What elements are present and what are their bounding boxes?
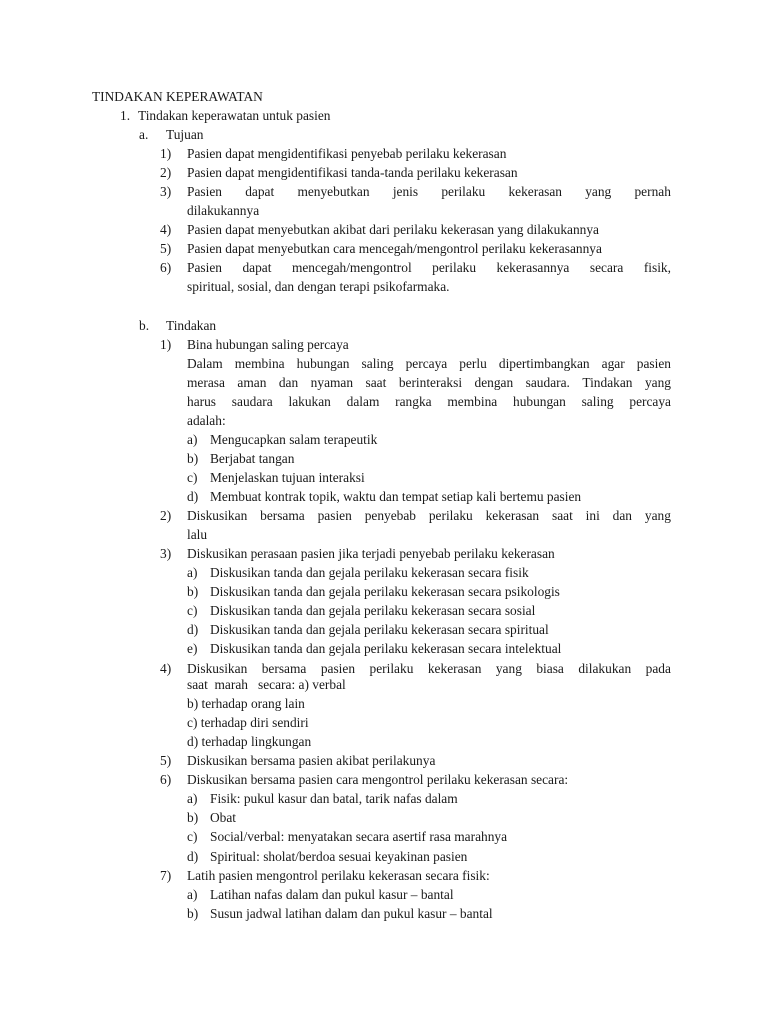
sub-list-item-text: Mengucapkan salam terapeutik <box>210 432 378 447</box>
list-item-text: Diskusikan perasaan pasien jika terjadi penyebab perilaku kekerasan <box>187 546 555 561</box>
word: agar <box>601 356 625 371</box>
sub-list-item-text: Diskusikan tanda dan gejala perilaku kekerasan secara sosial <box>210 603 536 618</box>
list-item-marker: 1) <box>160 337 172 352</box>
word: membina <box>447 394 498 409</box>
word: yang <box>644 375 671 390</box>
sub-list-item-text: Fisik: pukul kasur dan batal, tarik nafas dalam <box>210 791 458 806</box>
sub-list-item-marker: c) <box>187 829 198 844</box>
list-item-text-justified <box>187 259 671 276</box>
word: dilakukan <box>578 661 632 676</box>
word: hubungan <box>513 394 566 409</box>
sub-list-item-text: Latihan nafas dalam dan pukul kasur – bantal <box>210 887 454 902</box>
paragraph-line-text: adalah: <box>187 413 226 428</box>
word: biasa <box>536 661 564 676</box>
paragraph-line-text <box>187 393 671 410</box>
subsection-b-label: Tindakan <box>166 318 217 333</box>
list-item-text: Diskusikan bersama pasien akibat perilakunya <box>187 753 436 768</box>
word: perilaku <box>441 184 486 199</box>
list-item-marker: 6) <box>160 260 172 275</box>
list-item-text: Bina hubungan saling percaya <box>187 337 349 352</box>
sub-list-item-marker: b) <box>187 584 199 599</box>
list-item-continuation-text: lalu <box>187 527 208 542</box>
word: percaya <box>629 394 671 409</box>
word: yang <box>495 661 522 676</box>
list-item-text: Diskusikan bersama pasien cara mengontrol perilaku kekerasan secara: <box>187 772 569 787</box>
title-text: TINDAKAN KEPERAWATAN <box>92 89 263 104</box>
word: hubungan <box>296 356 350 371</box>
sub-list-item-marker: a) <box>187 791 198 806</box>
list-item-marker: 3) <box>160 546 172 561</box>
sub-list-item-text: Diskusikan tanda dan gejala perilaku kekerasan secara fisik <box>210 565 529 580</box>
subsection-a-label: Tujuan <box>166 127 204 142</box>
sub-list-item-marker: c) <box>187 470 198 485</box>
section-1-marker: 1. <box>120 108 131 123</box>
word: percaya <box>405 356 448 371</box>
word: saudara <box>231 394 273 409</box>
list-item-marker: 5) <box>160 753 172 768</box>
sub-list-item-text: Diskusikan tanda dan gejala perilaku kekerasan secara psikologis <box>210 584 560 599</box>
paragraph-line-text <box>187 355 671 372</box>
word: perilaku <box>369 661 414 676</box>
word: saat <box>365 375 387 390</box>
sub-list-item-text: Spiritual: sholat/berdoa sesuai keyakinan pasien <box>210 849 468 864</box>
list-item-text: Latih pasien mengontrol perilaku kekerasan secara fisik: <box>187 868 490 883</box>
word: lakukan <box>288 394 331 409</box>
subsection-b-marker: b. <box>139 318 150 333</box>
sub-list-item-text: Berjabat tangan <box>210 451 295 466</box>
list-item-marker: 3) <box>160 184 172 199</box>
word: nyaman <box>310 375 354 390</box>
word: pernah <box>634 184 671 199</box>
list-item-text-justified <box>187 507 671 524</box>
word: perilaku <box>432 260 477 275</box>
list-item-marker: 5) <box>160 241 172 256</box>
list-item-marker: 7) <box>160 868 172 883</box>
list-item-continuation-text: saat marah secara: a) verbal <box>187 677 346 692</box>
word: fisik, <box>643 260 671 275</box>
word: harus <box>187 394 217 409</box>
sub-list-item-marker: d) <box>187 622 199 637</box>
word: merasa <box>187 375 225 390</box>
list-item-marker: 4) <box>160 661 172 676</box>
word: dalam <box>346 394 380 409</box>
word: dapat <box>242 260 272 275</box>
sub-list-item-marker: c) <box>187 603 198 618</box>
word: dapat <box>245 184 275 199</box>
word: mencegah/mengontrol <box>291 260 412 275</box>
list-item-marker: 2) <box>160 508 172 523</box>
sub-list-item-text: Diskusikan tanda dan gejala perilaku kekerasan secara spiritual <box>210 622 549 637</box>
word: Dalam <box>187 356 223 371</box>
word: saling <box>361 356 394 371</box>
word: Diskusikan <box>187 661 248 676</box>
word: dan <box>612 508 633 523</box>
word: ini <box>585 508 600 523</box>
word: yang <box>644 508 671 523</box>
sub-list-item-text: Obat <box>210 810 237 825</box>
word: yang <box>585 184 612 199</box>
sub-list-item-marker: d) <box>187 489 199 504</box>
sub-list-item-text: Susun jadwal latihan dalam dan pukul kasur – bantal <box>210 906 493 921</box>
sub-list-item-text: Social/verbal: menyatakan secara asertif rasa marahnya <box>210 829 508 844</box>
list-item-text-justified <box>187 660 671 677</box>
word: pada <box>645 661 671 676</box>
subsection-a-marker: a. <box>139 127 149 142</box>
sub-list-item-text: Menjelaskan tujuan interaksi <box>210 470 365 485</box>
word: bersama <box>261 661 307 676</box>
paragraph-line-text <box>187 374 671 391</box>
word: bersama <box>260 508 305 523</box>
word: dipertimbangkan <box>498 356 590 371</box>
word: penyebab <box>364 508 416 523</box>
word: Pasien <box>187 260 222 275</box>
sub-list-item-marker: b) <box>187 906 199 921</box>
list-item-text: Pasien dapat menyebutkan cara mencegah/mengontrol perilaku kekerasannya <box>187 241 602 256</box>
list-item-text-justified <box>187 183 671 200</box>
list-item-extra-text: c) terhadap diri sendiri <box>187 715 309 730</box>
word: kekerasan <box>427 661 482 676</box>
word: saling <box>581 394 614 409</box>
word: secara <box>589 260 624 275</box>
word: pasien <box>636 356 671 371</box>
sub-list-item-marker: a) <box>187 887 198 902</box>
word: membina <box>234 356 285 371</box>
list-item-continuation-text: spiritual, sosial, dan dengan terapi psikofarmaka. <box>187 279 450 294</box>
list-item-marker: 6) <box>160 772 172 787</box>
word: rangka <box>395 394 432 409</box>
list-item-marker: 4) <box>160 222 172 237</box>
sub-list-item-text: Membuat kontrak topik, waktu dan tempat setiap kali bertemu pasien <box>210 489 582 504</box>
word: saudara. <box>525 375 570 390</box>
list-item-marker: 1) <box>160 146 172 161</box>
word: Tindakan <box>582 375 633 390</box>
section-1-label: Tindakan keperawatan untuk pasien <box>138 108 331 123</box>
word: berinteraksi <box>398 375 463 390</box>
word: jenis <box>392 184 419 199</box>
word: perlu <box>459 356 487 371</box>
word: kekerasan <box>508 184 562 199</box>
sub-list-item-marker: b) <box>187 451 199 466</box>
word: Diskusikan <box>187 508 248 523</box>
word: aman <box>237 375 267 390</box>
list-item-text: Pasien dapat mengidentifikasi penyebab perilaku kekerasan <box>187 146 507 161</box>
sub-list-item-marker: b) <box>187 810 199 825</box>
list-item-extra-text: d) terhadap lingkungan <box>187 734 312 749</box>
word: dengan <box>474 375 514 390</box>
word: saat <box>551 508 573 523</box>
sub-list-item-marker: e) <box>187 641 198 656</box>
word: menyebutkan <box>297 184 370 199</box>
sub-list-item-text: Diskusikan tanda dan gejala perilaku kekerasan secara intelektual <box>210 641 562 656</box>
word: Pasien <box>187 184 222 199</box>
sub-list-item-marker: d) <box>187 849 199 864</box>
sub-list-item-marker: a) <box>187 565 198 580</box>
word: dan <box>278 375 299 390</box>
sub-list-item-marker: a) <box>187 432 198 447</box>
list-item-extra-text: b) terhadap orang lain <box>187 696 305 711</box>
word: kekerasannya <box>496 260 570 275</box>
list-item-text: Pasien dapat menyebutkan akibat dari perilaku kekerasan yang dilakukannya <box>187 222 599 237</box>
list-item-continuation-text: dilakukannya <box>187 203 260 218</box>
list-item-marker: 2) <box>160 165 172 180</box>
word: pasien <box>317 508 352 523</box>
list-item-text: Pasien dapat mengidentifikasi tanda-tanda perilaku kekerasan <box>187 165 518 180</box>
word: perilaku <box>428 508 473 523</box>
word: pasien <box>320 661 356 676</box>
word: kekerasan <box>485 508 540 523</box>
